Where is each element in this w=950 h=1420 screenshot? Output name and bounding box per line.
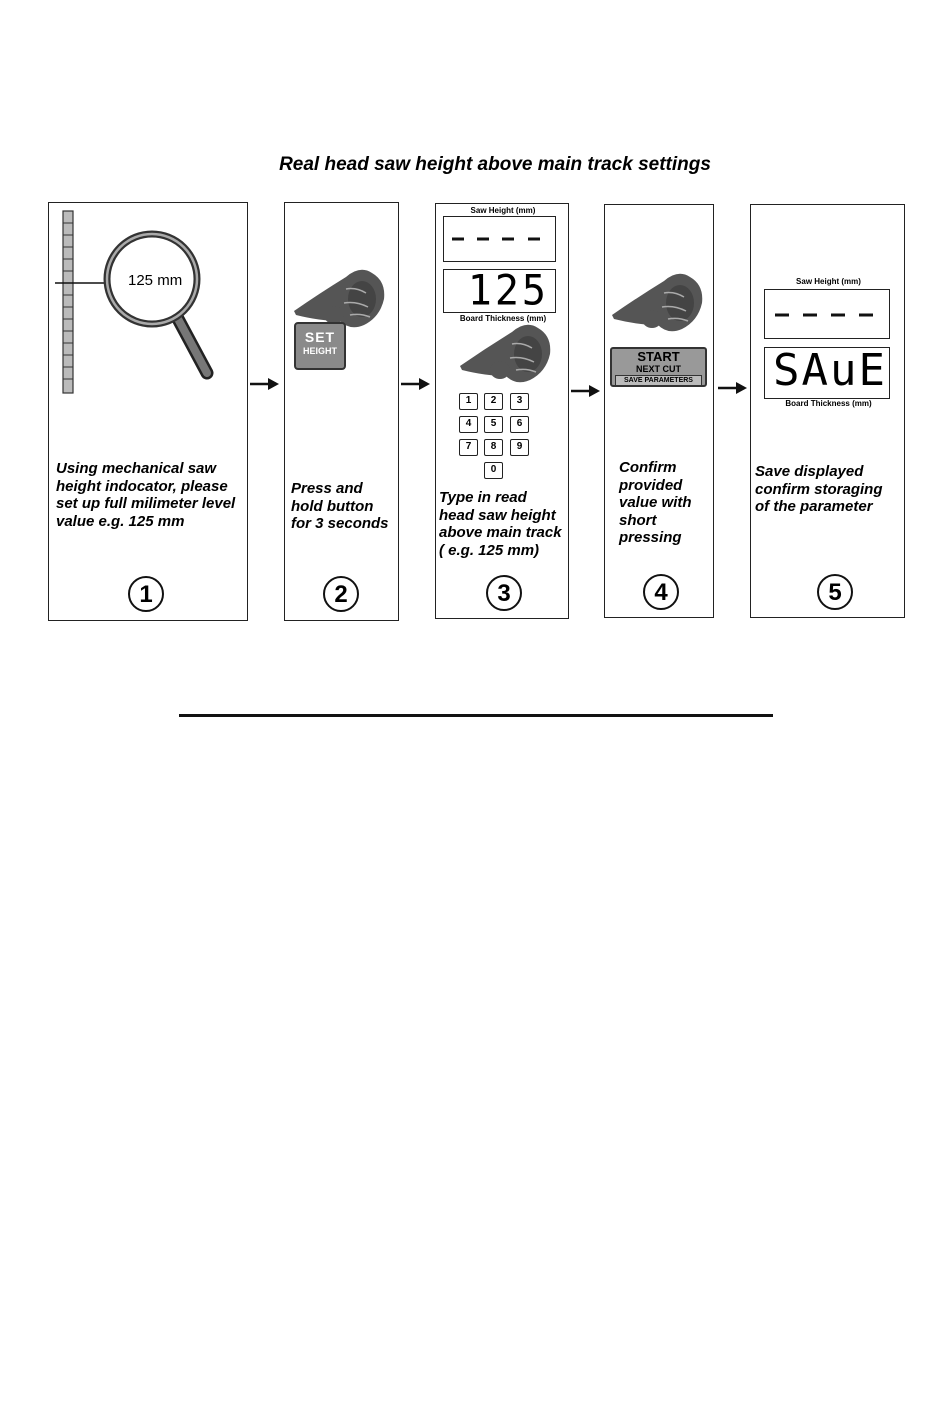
board-thickness-value: 125	[467, 266, 549, 316]
height-scale-icon	[63, 211, 73, 393]
keypad-key-6[interactable]: 6	[510, 416, 529, 433]
arrow-right-icon	[718, 381, 748, 395]
step-5-instructions: Save displayed confirm storaging of the parameter	[755, 463, 883, 515]
set-height-button-label-top: SET	[304, 329, 336, 345]
step-2-instructions: Press and hold button for 3 seconds	[291, 480, 389, 532]
keypad-key-5[interactable]: 5	[484, 416, 503, 433]
saw-height-label: Saw Height (mm)	[470, 206, 536, 215]
arrow-right-icon	[571, 384, 601, 398]
step-4-instructions: Confirm provided value with short pressing	[619, 459, 692, 546]
page-title: Real head saw height above main track settings	[279, 154, 711, 175]
board-thickness-display	[764, 347, 890, 399]
step-1-instructions: Using mechanical saw height indocator, please set up full milimeter level value e.g. 125 mm	[56, 460, 236, 530]
keypad-key-4[interactable]: 4	[459, 416, 478, 433]
board-thickness-value: SAuE	[773, 345, 887, 396]
dashes-display	[444, 217, 554, 261]
saw-height-label: Saw Height (mm)	[796, 277, 861, 286]
keypad-key-3[interactable]: 3	[510, 393, 529, 410]
height-gauge-magnifier-illustration	[49, 203, 245, 403]
board-thickness-display	[443, 266, 556, 316]
pointing-finger-icon	[456, 314, 561, 394]
step-5-number: 5	[817, 574, 853, 610]
pointing-finger-icon	[608, 263, 713, 343]
set-height-button[interactable]	[294, 322, 346, 370]
set-height-button-label-bottom: HEIGHT	[302, 346, 337, 356]
horizontal-divider	[179, 714, 773, 717]
dashes-display	[765, 290, 887, 338]
step-5-panel	[750, 204, 905, 618]
next-cut-label: NEXT CUT	[636, 364, 681, 374]
board-thickness-label: Board Thickness (mm)	[785, 399, 872, 408]
step-3-panel	[435, 203, 569, 619]
start-next-cut-button[interactable]	[610, 347, 707, 387]
board-thickness-label: Board Thickness (mm)	[459, 314, 547, 323]
keypad-key-0[interactable]: 0	[484, 462, 503, 479]
start-button-label: START	[637, 349, 680, 364]
arrow-right-icon	[401, 377, 431, 391]
save-parameters-label: SAVE PARAMETERS	[615, 375, 702, 386]
saw-height-display	[764, 289, 890, 339]
step-1-number: 1	[128, 576, 164, 612]
keypad-key-9[interactable]: 9	[510, 439, 529, 456]
keypad-key-7[interactable]: 7	[459, 439, 478, 456]
keypad-key-2[interactable]: 2	[484, 393, 503, 410]
step-4-number: 4	[643, 574, 679, 610]
indicator-label: 125 mm	[128, 272, 183, 289]
magnifier-icon	[107, 234, 207, 373]
keypad-key-1[interactable]: 1	[459, 393, 478, 410]
step-1-panel	[48, 202, 248, 621]
step-2-number: 2	[323, 576, 359, 612]
keypad-key-8[interactable]: 8	[484, 439, 503, 456]
step-3-number: 3	[486, 575, 522, 611]
step-2-panel	[284, 202, 399, 621]
step-3-instructions: Type in read head saw height above main track ( e.g. 125 mm)	[439, 489, 562, 559]
step-4-panel	[604, 204, 714, 618]
saw-height-display	[443, 216, 556, 262]
arrow-right-icon	[250, 377, 280, 391]
